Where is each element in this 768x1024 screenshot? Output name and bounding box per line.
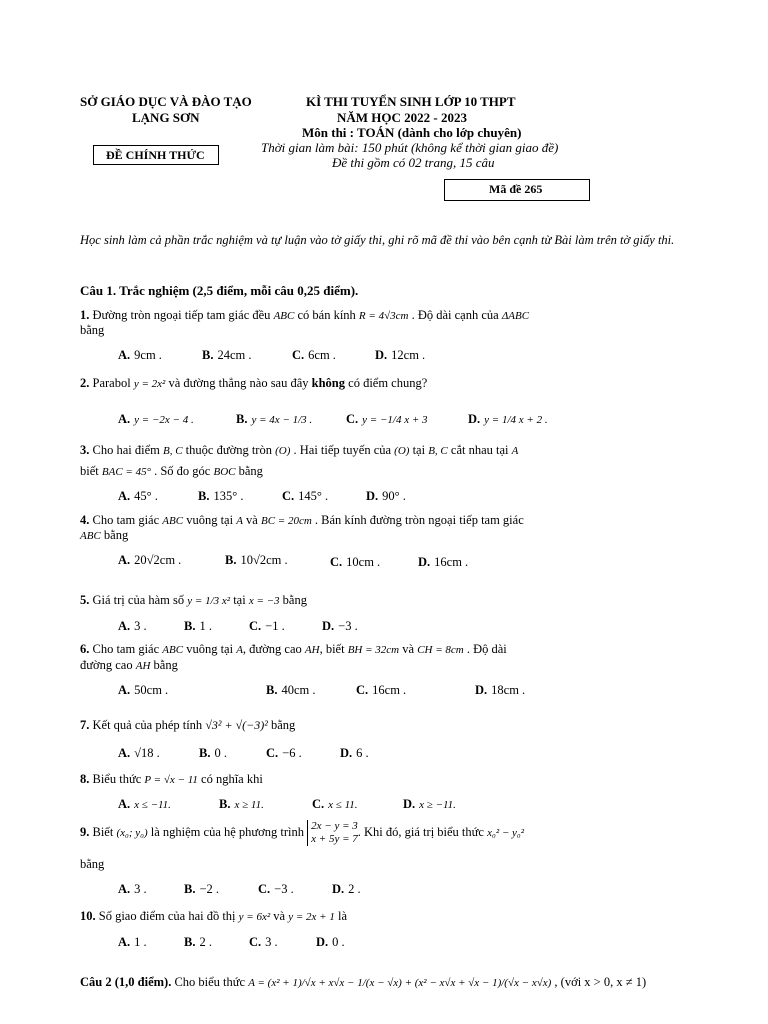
- q5-option-a: A. 3 .: [118, 619, 147, 633]
- q9-option-a: A. 3 .: [118, 882, 147, 896]
- q1-text: Đường tròn ngoại tiếp tam giác đều: [92, 308, 271, 322]
- q1-text: . Độ dài cạnh của: [411, 308, 499, 322]
- q9-option-c: C. −3 .: [258, 882, 294, 896]
- question-3: 3. Cho hai điểm B, C thuộc đường tròn (O) . Hai tiếp tuyến của (O) tại B, C cắt nhau tại A: [80, 443, 519, 457]
- q5-option-b: B. 1 .: [184, 619, 212, 633]
- q1-math: ABC: [273, 310, 295, 322]
- q9-option-b: B. −2 .: [184, 882, 220, 896]
- question-6-cont: đường cao AH bằng: [80, 658, 178, 672]
- question-6: 6. Cho tam giác ABC vuông tại A, đường cao AH, biết BH = 32cm và CH = 8cm . Độ dài: [80, 642, 507, 656]
- question-9-cont: bằng: [80, 857, 105, 871]
- q10-option-a: A. 1 .: [118, 935, 147, 949]
- q4-option-c: C. 10cm .: [330, 555, 381, 569]
- section1-title: Câu 1. Trắc nghiệm (2,5 điểm, mỗi câu 0,25 điểm).: [80, 283, 359, 298]
- q7-option-d: D. 6 .: [340, 746, 369, 760]
- q6-option-a: A. 50cm .: [118, 683, 169, 697]
- exam-code-box: [444, 179, 590, 201]
- question-8: 8. Biểu thức P = √x − 11 có nghĩa khi: [80, 772, 263, 786]
- q6-option-b: B. 40cm .: [266, 683, 316, 697]
- q2-option-a: A. y = −2x − 4 .: [118, 412, 194, 426]
- q10-option-c: C. 3 .: [249, 935, 278, 949]
- question-1: [80, 308, 529, 323]
- q8-option-d: D. x ≥ −11.: [403, 797, 456, 811]
- q1-math: R = 4√3cm: [358, 310, 409, 322]
- question-3-cont: biết BAC = 45° . Số đo góc BOC bằng: [80, 464, 263, 478]
- q8-option-c: C. x ≤ 11.: [312, 797, 358, 811]
- q2-math: y = 2x²: [133, 378, 166, 390]
- q1-text-cont: bằng: [80, 323, 105, 337]
- school-year: NĂM HỌC 2022 - 2023: [337, 110, 467, 125]
- official-label-box: [93, 145, 219, 165]
- q10-option-d: D. 0 .: [316, 935, 345, 949]
- q6-option-c: C. 16cm .: [356, 683, 407, 697]
- question-9: 9. Biết (x₀; y₀) là nghiệm của hệ phương trình 2x − y = 3 x + 5y = 7. Khi đó, giá trị biểu thức x₀² − y₀²: [80, 820, 525, 845]
- q1-math: ΔABC: [501, 310, 530, 322]
- q3-option-c: C. 145° .: [282, 489, 329, 503]
- q1-option-d: D. 12cm .: [375, 348, 426, 362]
- q9-option-d: D. 2 .: [332, 882, 361, 896]
- question-4: 4. Cho tam giác ABC vuông tại A và BC = 20cm . Bán kính đường tròn ngoại tiếp tam giác: [80, 513, 524, 527]
- time-line: Thời gian làm bài: 150 phút (không kể thời gian giao đề): [261, 140, 559, 155]
- q1-number: 1.: [80, 308, 90, 322]
- question-2: 2. Parabol y = 2x² và đường thẳng nào sau đây không có điểm chung?: [80, 376, 428, 390]
- q2-option-b: B. y = 4x − 1/3 .: [236, 412, 313, 426]
- q3-option-b: B. 135° .: [198, 489, 244, 503]
- q10-option-b: B. 2 .: [184, 935, 212, 949]
- section2-formula: A = (x² + 1)/√x + x√x − 1/(x − √x) + (x² − x√x + √x − 1)/(√x − x√x): [248, 977, 552, 989]
- q6-option-d: D. 18cm .: [475, 683, 526, 697]
- q9-equation-system: 2x − y = 3 x + 5y = 7: [307, 820, 358, 846]
- q7-option-c: C. −6 .: [266, 746, 302, 760]
- q5-option-c: C. −1 .: [249, 619, 285, 633]
- q4-option-d: D. 16cm .: [418, 555, 469, 569]
- q4-option-a: A. 20√2cm .: [118, 553, 182, 567]
- q1-option-a: A. 9cm .: [118, 348, 162, 362]
- instructions: Học sinh làm cả phần trắc nghiệm và tự luận vào tờ giấy thi, ghi rõ mã đề thi vào bên cạnh từ Bài làm trên tờ giấy thi.: [80, 233, 675, 247]
- q7-option-b: B. 0 .: [199, 746, 227, 760]
- q4-option-b: B. 10√2cm .: [225, 553, 288, 567]
- province-name: LẠNG SƠN: [132, 110, 200, 125]
- q3-option-d: D. 90° .: [366, 489, 406, 503]
- q8-option-a: A. x ≤ −11.: [118, 797, 171, 811]
- q3-option-a: A. 45° .: [118, 489, 158, 503]
- question-7: 7. Kết quả của phép tính √3² + √(−3)² bằng: [80, 718, 296, 732]
- question-4-cont: ABC bằng: [80, 528, 129, 542]
- question-5: 5. Giá trị của hàm số y = 1/3 x² tại x = −3 bằng: [80, 593, 307, 607]
- q5-option-d: D. −3 .: [322, 619, 358, 633]
- exam-code: Mã đề 265: [489, 182, 543, 196]
- exam-title: KÌ THI TUYỂN SINH LỚP 10 THPT: [306, 94, 516, 109]
- q2-option-c: C. y = −1/4 x + 3: [346, 412, 428, 426]
- q7-option-a: A. √18 .: [118, 746, 160, 760]
- q2-option-d: D. y = 1/4 x + 2 .: [468, 412, 548, 426]
- q1-option-b: B. 24cm .: [202, 348, 252, 362]
- section2-title: Câu 2 (1,0 điểm).: [80, 975, 172, 989]
- department-name: SỞ GIÁO DỤC VÀ ĐÀO TẠO: [80, 94, 252, 109]
- official-label: ĐỀ CHÍNH THỨC: [106, 148, 205, 162]
- q8-option-b: B. x ≥ 11.: [219, 797, 264, 811]
- q1-option-c: C. 6cm .: [292, 348, 336, 362]
- q1-text: có bán kính: [297, 308, 356, 322]
- section2-line: [80, 975, 646, 990]
- question-10: 10. Số giao điểm của hai đồ thị y = 6x² và y = 2x + 1 là: [80, 909, 347, 923]
- subject-line: Môn thi : TOÁN (dành cho lớp chuyên): [302, 125, 522, 140]
- section2-text: Cho biểu thức: [174, 975, 246, 989]
- pages-line: Đề thi gồm có 02 trang, 15 câu: [332, 155, 495, 170]
- section2-condition: , (với x > 0, x ≠ 1): [554, 975, 647, 989]
